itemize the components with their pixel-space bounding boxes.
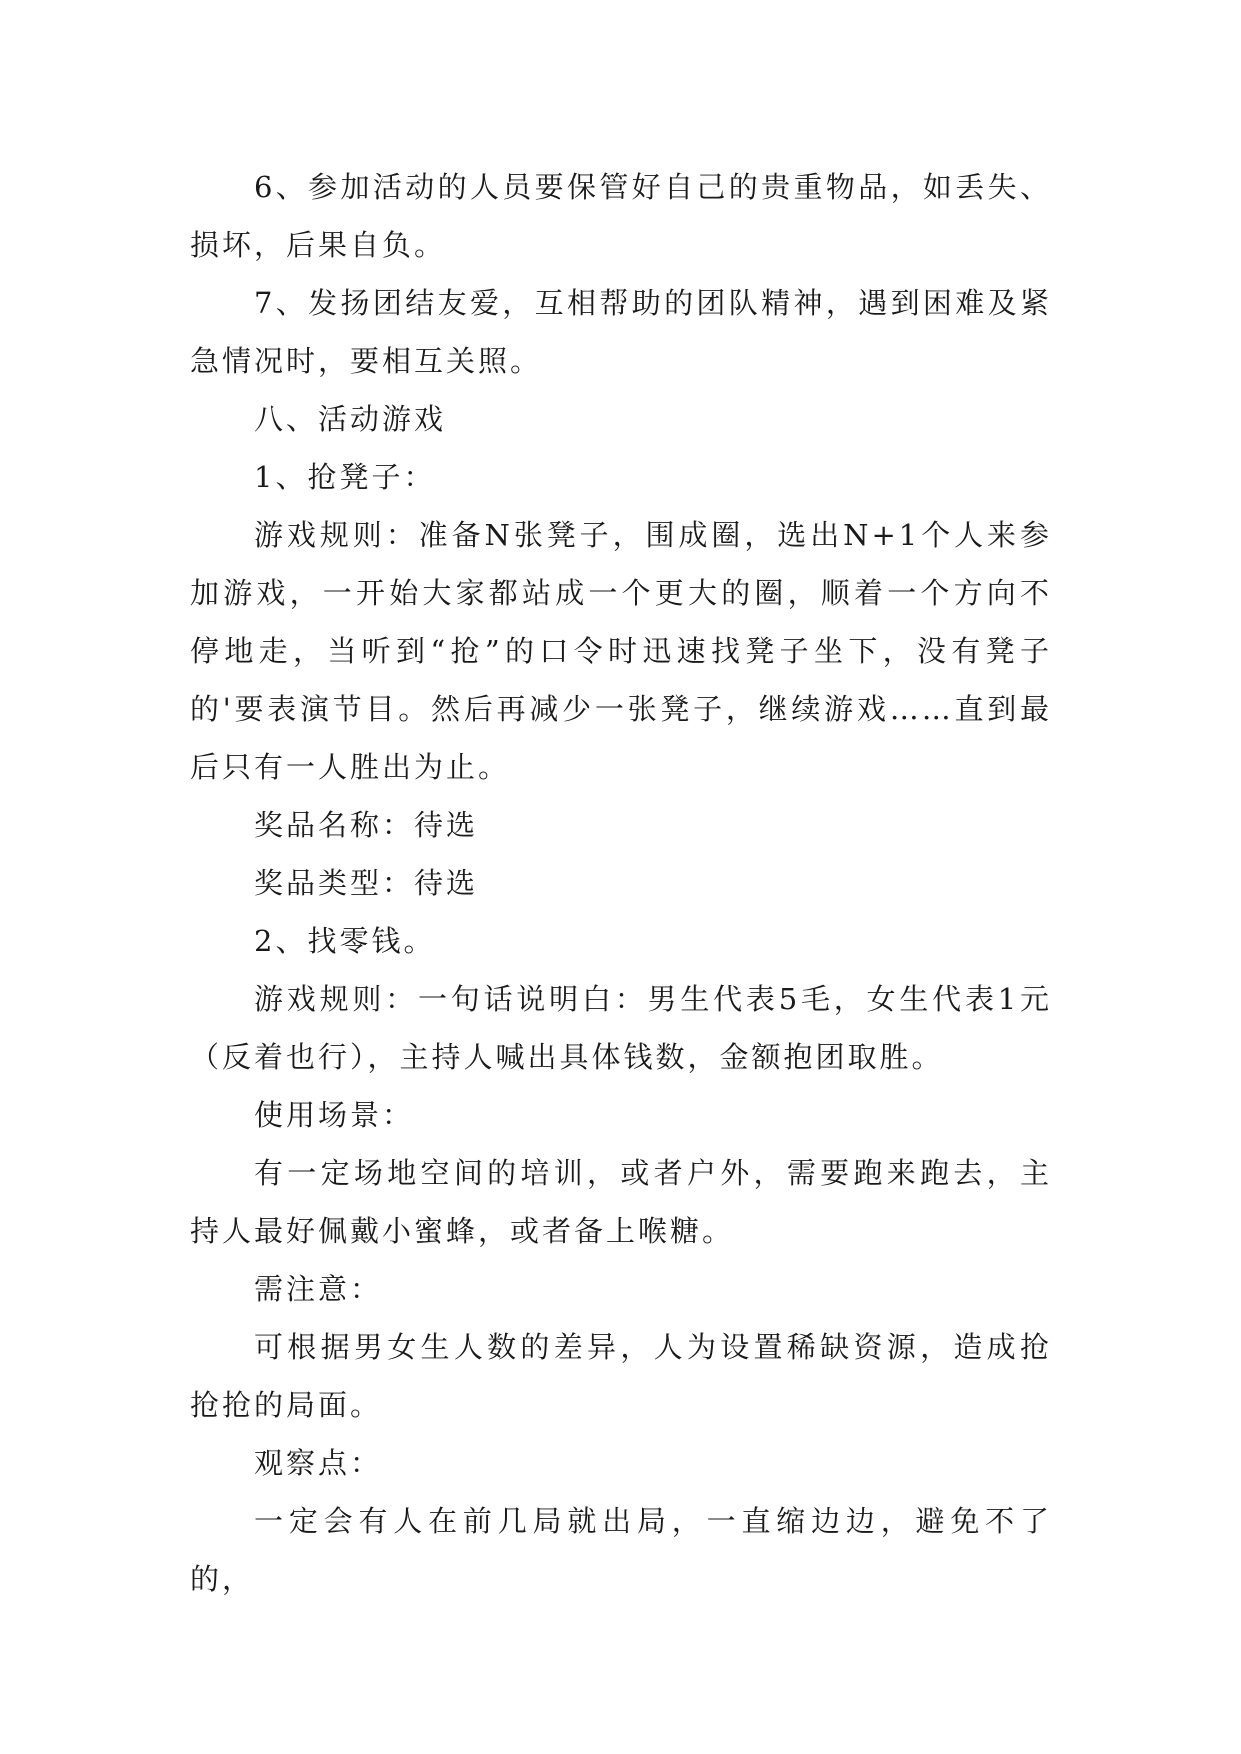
paragraph-rule-7: 7、发扬团结友爱，互相帮助的团队精神，遇到困难及紧急情况时，要相互关照。 [190,286,1052,378]
game-1-rules: 游戏规则：准备N张凳子，围成圈，选出N+1个人来参加游戏，一开始大家都站成一个更大的圈，顺着一个方向不停地走，当听到“抢”的口令时迅速找凳子坐下，没有凳子的'要表演节目。然后再减少一张凳子，继续游戏……直到最后只有一人胜出为止。 [190,518,1052,784]
game-2-observation-text: 一定会有人在前几局就出局，一直缩边边，避免不了的， [190,1504,1052,1596]
game-2-notes-heading: 需注意： [254,1272,383,1306]
game-1-title: 1、抢凳子： [254,460,436,494]
section-heading-games: 八、活动游戏 [254,402,447,436]
game-2-usage-text: 有一定场地空间的培训，或者户外，需要跑来跑去，主持人最好佩戴小蜜蜂，或者备上喉糖。 [190,1156,1052,1248]
game-2-notes-text: 可根据男女生人数的差异，人为设置稀缺资源，造成抢抢抢的局面。 [190,1330,1052,1422]
game-1-prize-type: 奖品类型：待选 [254,866,479,900]
paragraph-rule-6: 6、参加活动的人员要保管好自己的贵重物品，如丢失、损坏，后果自负。 [190,170,1052,262]
game-2-rules: 游戏规则：一句话说明白：男生代表5毛，女生代表1元（反着也行），主持人喊出具体钱数，金额抱团取胜。 [190,982,1052,1074]
game-2-observation-heading: 观察点： [254,1446,383,1480]
game-1-prize-name: 奖品名称：待选 [254,808,479,842]
game-2-usage-heading: 使用场景： [254,1098,415,1132]
game-2-title: 2、找零钱。 [254,924,436,958]
document-body [190,158,1052,1608]
